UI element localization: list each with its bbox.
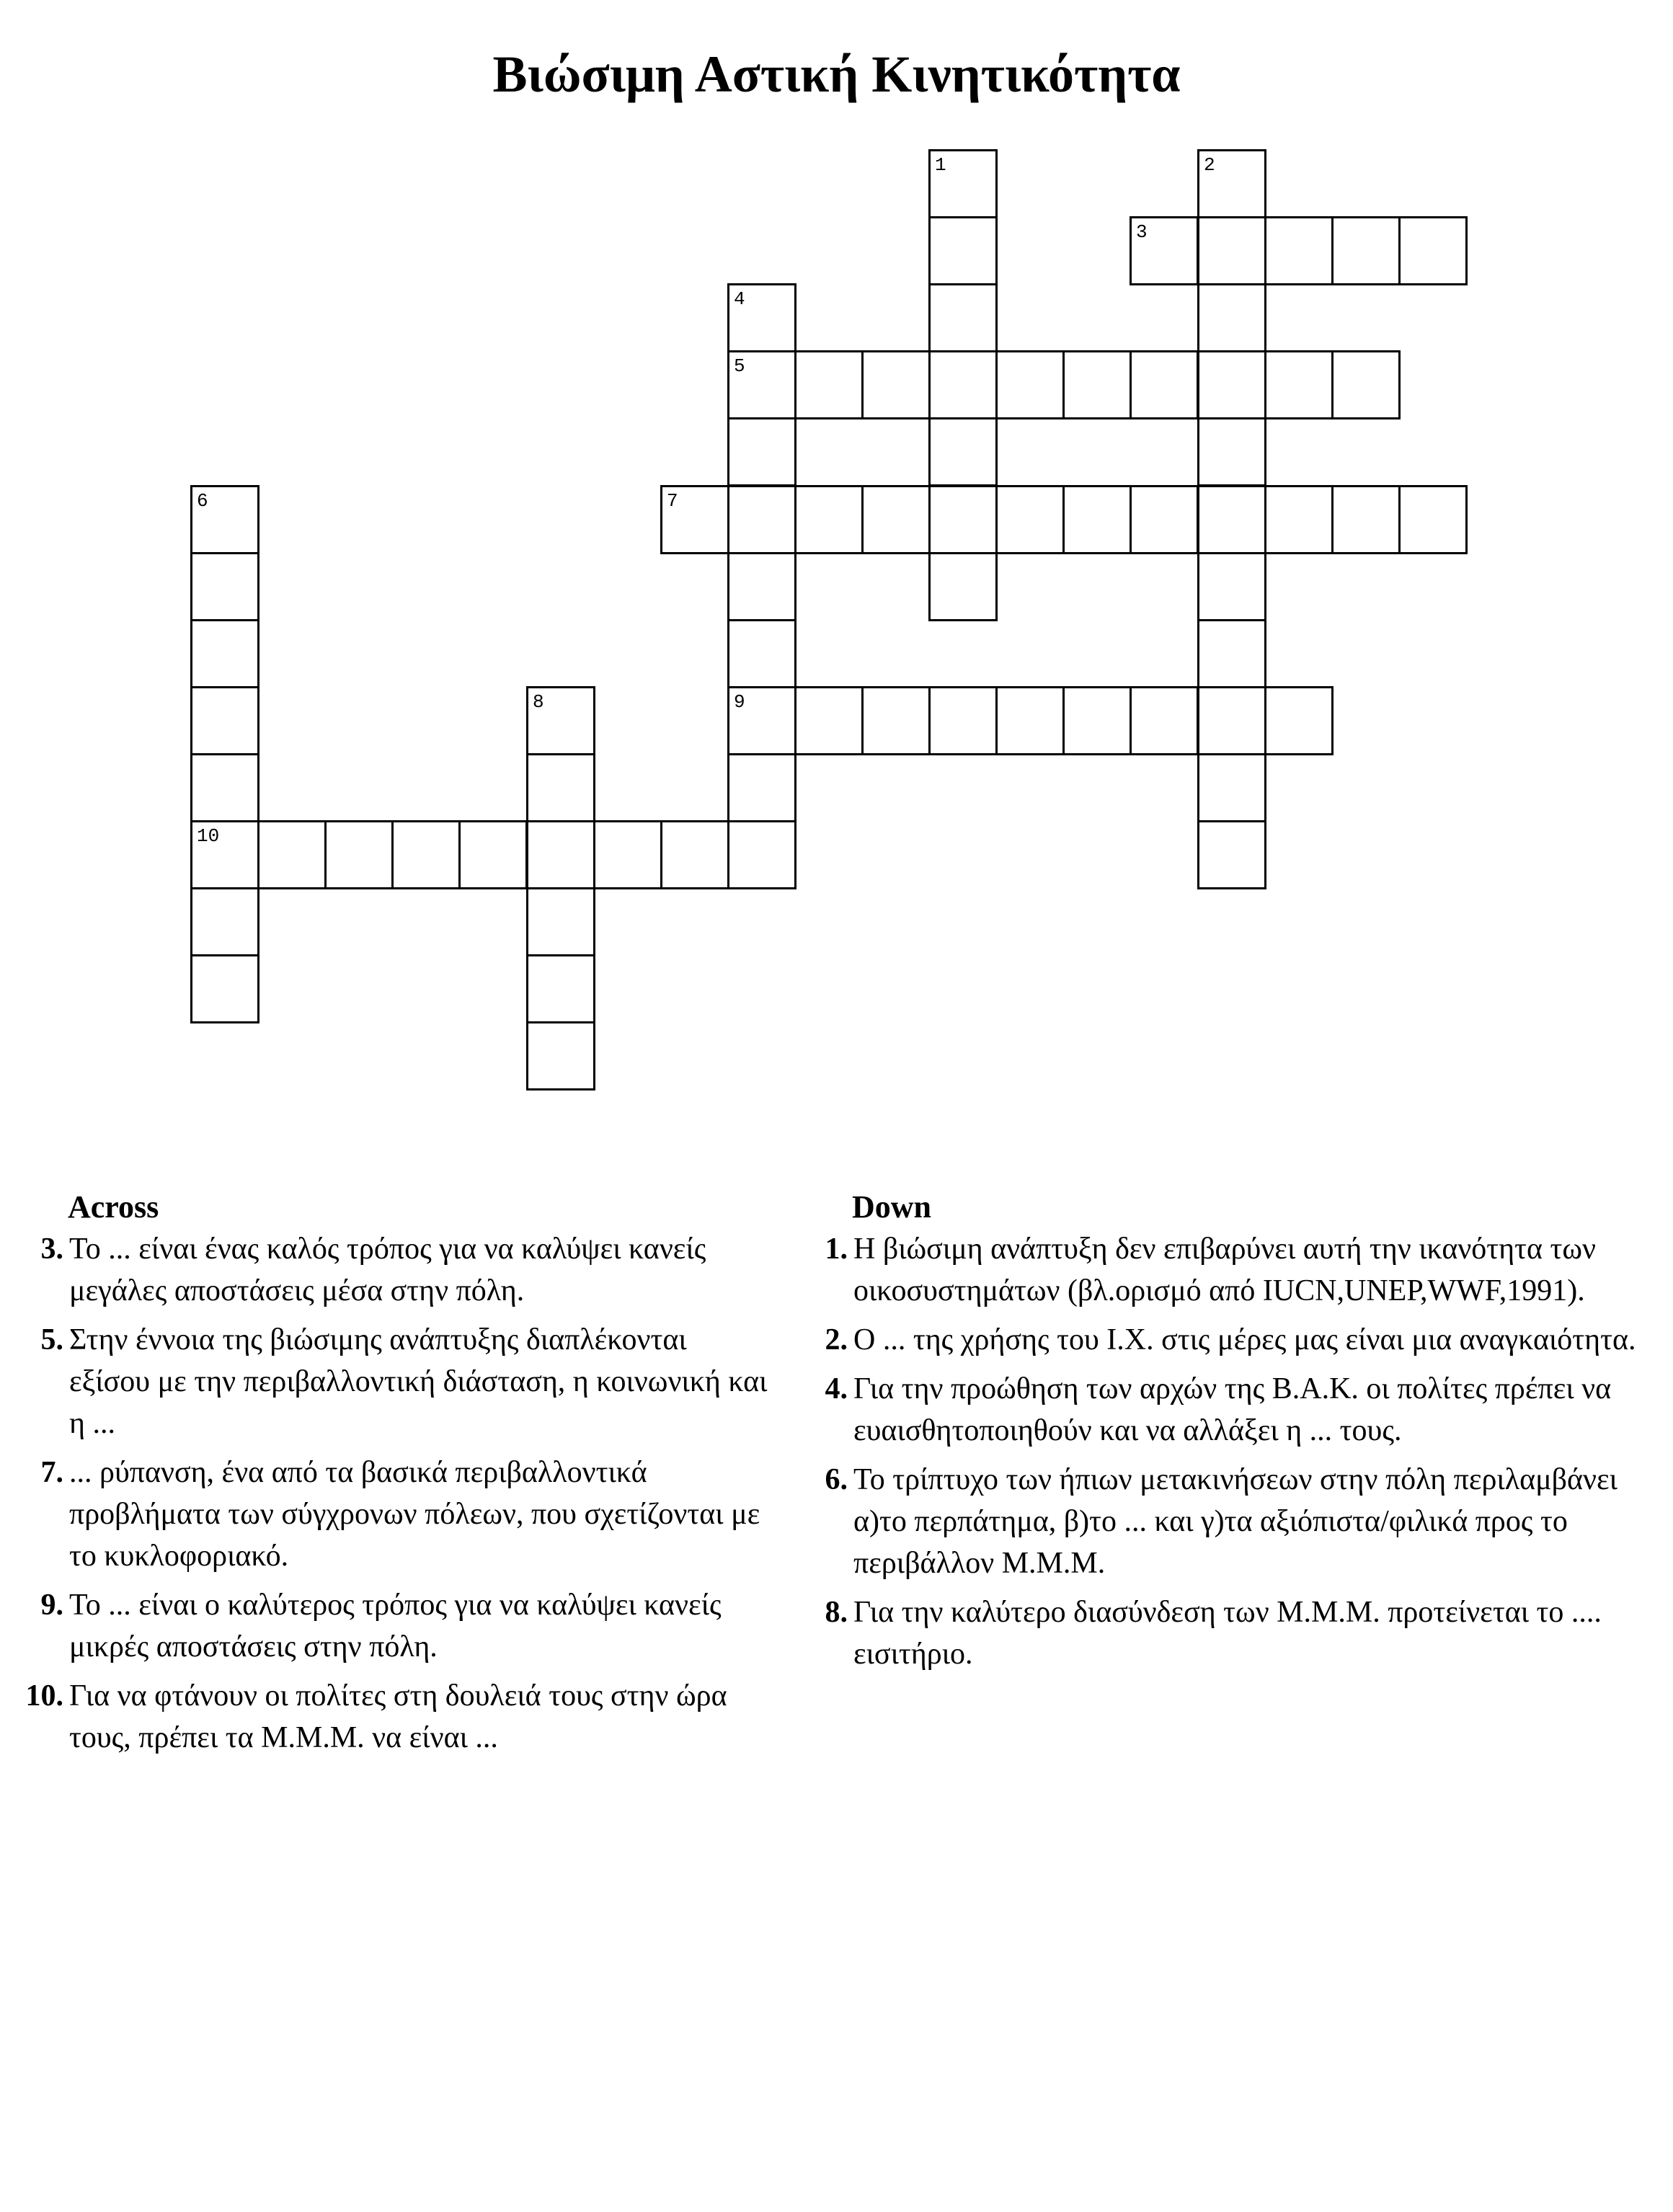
clue-text: ... ρύπανση, ένα από τα βασικά περιβαλλοντικά προβλήματα των σύγχρονων πόλεων, που σχετίζονται με το κυκλοφοριακό. <box>69 1456 760 1573</box>
crossword-cell[interactable] <box>727 283 796 352</box>
down-clue <box>807 1319 1665 1361</box>
clue-text: Για την προώθηση των αρχών της Β.Α.Κ. οι πολίτες πρέπει να ευαισθητοποιηθούν και να αλλάξει η ... τους. <box>853 1372 1612 1447</box>
crossword-cell[interactable] <box>1264 686 1333 755</box>
clue-number: 6. <box>825 1463 848 1496</box>
crossword-cell[interactable] <box>1331 485 1401 554</box>
crossword-cell[interactable] <box>190 887 259 956</box>
crossword-cell[interactable] <box>995 485 1065 554</box>
down-clues <box>807 1186 1665 1682</box>
crossword-cell[interactable] <box>324 820 394 889</box>
clue-number: 5. <box>40 1323 63 1356</box>
crossword-cell[interactable] <box>190 686 259 755</box>
crossword-cell[interactable] <box>727 753 796 822</box>
crossword-cell[interactable] <box>1197 552 1266 621</box>
crossword-cell[interactable] <box>660 485 729 554</box>
across-clue <box>23 1228 773 1312</box>
clue-number: 2. <box>825 1323 848 1356</box>
crossword-cell[interactable] <box>526 753 595 822</box>
crossword-cell[interactable] <box>1130 485 1199 554</box>
crossword-cell[interactable] <box>1331 216 1401 285</box>
crossword-cell[interactable] <box>190 820 259 889</box>
crossword-cell[interactable] <box>1398 216 1468 285</box>
cell-number: 1 <box>935 154 946 176</box>
down-clue <box>807 1228 1665 1312</box>
clue-text: Στην έννοια της βιώσιμης ανάπτυξης διαπλέκονται εξίσου με την περιβαλλοντική διάσταση, η κοινωνική και η ... <box>69 1323 768 1440</box>
crossword-cell[interactable] <box>1331 350 1401 419</box>
across-clue <box>23 1675 773 1759</box>
clue-text: Το τρίπτυχο των ήπιων μετακινήσεων στην πόλη περιλαμβάνει α)το περπάτημα, β)το ... και γ)τα αξιόπιστα/φιλικά προς το περιβάλλον Μ.Μ.Μ. <box>853 1463 1617 1580</box>
crossword-cell[interactable] <box>1062 485 1132 554</box>
crossword-cell[interactable] <box>727 350 796 419</box>
crossword-cell[interactable] <box>928 417 998 487</box>
cell-number: 8 <box>533 691 544 713</box>
across-clues <box>23 1186 773 1766</box>
crossword-cell[interactable] <box>995 350 1065 419</box>
crossword-cell[interactable] <box>1197 485 1266 554</box>
crossword-cell[interactable] <box>660 820 729 889</box>
clue-number: 3. <box>40 1232 63 1266</box>
across-heading: Across <box>68 1189 159 1225</box>
across-clue <box>23 1452 773 1577</box>
clue-text: Για την καλύτερο διασύνδεση των Μ.Μ.Μ. προτείνεται το .... εισιτήριο. <box>853 1596 1602 1671</box>
crossword-cell[interactable] <box>1197 350 1266 419</box>
crossword-cell[interactable] <box>1264 485 1333 554</box>
crossword-cell[interactable] <box>1197 149 1266 218</box>
crossword-cell[interactable] <box>1130 350 1199 419</box>
crossword-cell[interactable] <box>190 619 259 688</box>
down-clue <box>807 1368 1665 1452</box>
crossword-cell[interactable] <box>1197 283 1266 352</box>
crossword-cell[interactable] <box>458 820 528 889</box>
page-title: Βιώσιμη Αστική Κινητικότητα <box>492 45 1181 103</box>
clue-number: 10. <box>25 1679 63 1713</box>
crossword-cell[interactable] <box>257 820 327 889</box>
crossword-cell[interactable] <box>928 283 998 352</box>
crossword-cell[interactable] <box>1197 417 1266 487</box>
crossword-cell[interactable] <box>861 350 931 419</box>
crossword-cell[interactable] <box>593 820 662 889</box>
clue-text: Ο ... της χρήσης του Ι.Χ. στις μέρες μας είναι μια αναγκαιότητα. <box>853 1323 1636 1356</box>
cell-number: 9 <box>734 691 745 713</box>
crossword-cell[interactable] <box>727 485 796 554</box>
crossword-cell[interactable] <box>794 686 864 755</box>
crossword-cell[interactable] <box>928 552 998 621</box>
clue-text: Για να φτάνουν οι πολίτες στη δουλειά τους στην ώρα τους, πρέπει τα Μ.Μ.Μ. να είναι ... <box>69 1679 727 1754</box>
crossword-cell[interactable] <box>1062 686 1132 755</box>
crossword-cell[interactable] <box>995 686 1065 755</box>
crossword-cell[interactable] <box>1197 619 1266 688</box>
crossword-cell[interactable] <box>1398 485 1468 554</box>
clue-text: Το ... είναι ένας καλός τρόπος για να καλύψει κανείς μεγάλες αποστάσεις μέσα στην πόλη. <box>69 1232 706 1307</box>
cell-number: 2 <box>1204 154 1215 176</box>
clue-number: 7. <box>40 1456 63 1489</box>
crossword-cell[interactable] <box>928 216 998 285</box>
crossword-cell[interactable] <box>190 552 259 621</box>
crossword-cell[interactable] <box>190 485 259 554</box>
cell-number: 3 <box>1136 221 1148 243</box>
crossword-cell[interactable] <box>1197 686 1266 755</box>
clue-number: 1. <box>825 1232 848 1266</box>
crossword-cell[interactable] <box>1197 820 1266 889</box>
crossword-cell[interactable] <box>1264 216 1333 285</box>
crossword-cell[interactable] <box>190 954 259 1023</box>
clue-number: 9. <box>40 1589 63 1622</box>
clue-text: Η βιώσιμη ανάπτυξη δεν επιβαρύνει αυτή την ικανότητα των οικοσυστημάτων (βλ.ορισμό από IUCN,UNEP,WWF,1991). <box>853 1232 1597 1307</box>
across-clue <box>23 1319 773 1444</box>
cell-number: 7 <box>667 490 678 512</box>
crossword-cell[interactable] <box>190 753 259 822</box>
down-clue <box>807 1591 1665 1675</box>
crossword-cell[interactable] <box>727 552 796 621</box>
cell-number: 10 <box>197 825 220 847</box>
crossword-cell[interactable] <box>727 820 796 889</box>
crossword-cell[interactable] <box>526 1021 595 1091</box>
crossword-cell[interactable] <box>794 350 864 419</box>
crossword-cell[interactable] <box>861 485 931 554</box>
crossword-cell[interactable] <box>526 820 595 889</box>
crossword-cell[interactable] <box>928 149 998 218</box>
cell-number: 5 <box>734 355 745 377</box>
clue-number: 8. <box>825 1596 848 1629</box>
crossword-cell[interactable] <box>526 686 595 755</box>
crossword-cell[interactable] <box>1062 350 1132 419</box>
across-clue <box>23 1584 773 1668</box>
cell-number: 6 <box>197 490 208 512</box>
crossword-cell[interactable] <box>391 820 461 889</box>
crossword-cell[interactable] <box>727 417 796 487</box>
crossword-cell[interactable] <box>928 686 998 755</box>
crossword-cell[interactable] <box>727 686 796 755</box>
crossword-cell[interactable] <box>928 350 998 419</box>
crossword-cell[interactable] <box>1197 216 1266 285</box>
down-heading: Down <box>852 1189 932 1225</box>
down-clue <box>807 1459 1665 1584</box>
crossword-cell[interactable] <box>1130 686 1199 755</box>
crossword-cell[interactable] <box>794 485 864 554</box>
crossword-cell[interactable] <box>526 954 595 1023</box>
crossword-cell[interactable] <box>928 485 998 554</box>
crossword-cell[interactable] <box>727 619 796 688</box>
clue-number: 4. <box>825 1372 848 1405</box>
crossword-cell[interactable] <box>1130 216 1199 285</box>
cell-number: 4 <box>734 288 745 310</box>
crossword-cell[interactable] <box>1264 350 1333 419</box>
crossword-cell[interactable] <box>1197 753 1266 822</box>
crossword-cell[interactable] <box>861 686 931 755</box>
crossword-cell[interactable] <box>526 887 595 956</box>
clue-text: Το ... είναι ο καλύτερος τρόπος για να καλύψει κανείς μικρές αποστάσεις στην πόλη. <box>69 1589 722 1664</box>
